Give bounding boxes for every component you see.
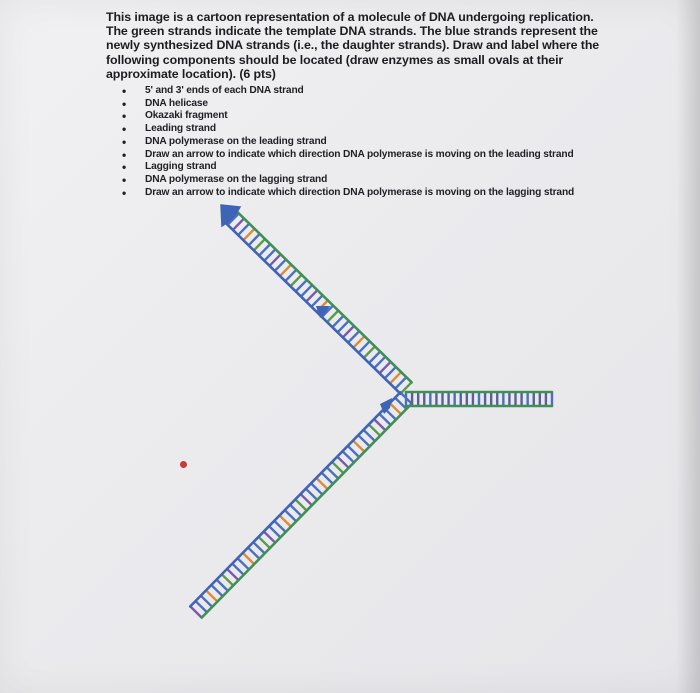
base-pair-rung bbox=[369, 352, 380, 363]
base-pair-rung bbox=[290, 275, 301, 286]
base-pair-rung bbox=[358, 435, 369, 446]
base-pair-rung bbox=[395, 398, 406, 409]
base-pair-rung bbox=[270, 254, 281, 265]
lower-arm-strands bbox=[190, 392, 411, 617]
task-item-lagging-polymerase: • DNA polymerase on the lagging strand bbox=[118, 174, 598, 187]
base-pair-rung bbox=[201, 596, 212, 607]
strand-backbone bbox=[234, 208, 412, 382]
base-pair-rung bbox=[359, 341, 370, 352]
base-pair-rung bbox=[369, 424, 380, 435]
base-pair-rung bbox=[196, 601, 207, 612]
base-pair-rung bbox=[296, 280, 307, 291]
question-prompt: This image is a cartoon representation of a molecule of DNA undergoing replication. The green strands indicate the template DNA strands. The blue strands represent the newly synthesized DNA strands (i.e., the daughter strands). Draw and label where the following components should be located (draw enzymes as small ovals at their approximate location). (6 pts) bbox=[106, 10, 600, 81]
base-pair-rung bbox=[390, 403, 401, 414]
base-pair-rung bbox=[269, 526, 280, 537]
red-marker-dot bbox=[180, 461, 187, 468]
base-pair-rung bbox=[253, 542, 264, 553]
task-item-lagging-arrow: • Draw an arrow to indicate which direction DNA polymerase is moving on the lagging strand bbox=[118, 187, 598, 200]
strand-backbone bbox=[202, 404, 412, 618]
base-pair-rung bbox=[190, 606, 201, 617]
task-item-helicase: • DNA helicase bbox=[118, 98, 598, 111]
strand-backbone bbox=[222, 220, 400, 394]
base-pair-rung bbox=[243, 553, 254, 564]
base-pair-rung bbox=[301, 494, 312, 505]
task-item-okazaki: • Okazaki fragment bbox=[118, 110, 598, 123]
strand-backbone bbox=[190, 392, 400, 606]
task-item-ends: • 5' and 3' ends of each DNA strand bbox=[118, 85, 598, 98]
base-pair-rung bbox=[280, 515, 291, 526]
base-pair-rung bbox=[374, 357, 385, 368]
base-pair-rung bbox=[274, 521, 285, 532]
base-pair-rung bbox=[348, 446, 359, 457]
base-pair-rung bbox=[353, 441, 364, 452]
base-pair-rung bbox=[379, 362, 390, 373]
base-pair-rung bbox=[306, 290, 317, 301]
base-pair-rung bbox=[264, 249, 275, 260]
base-pair-rung bbox=[217, 580, 228, 591]
base-pair-rung bbox=[259, 537, 270, 548]
task-item-leading-arrow: • Draw an arrow to indicate which direction DNA polymerase is moving on the leading strand bbox=[118, 149, 598, 162]
base-pair-rung bbox=[364, 346, 375, 357]
base-pair-rung bbox=[327, 467, 338, 478]
base-pair-rung bbox=[306, 489, 317, 500]
base-pair-rung bbox=[322, 473, 333, 484]
base-pair-rung bbox=[327, 311, 338, 322]
parental-duplex bbox=[406, 392, 552, 406]
base-pair-rung bbox=[285, 270, 296, 281]
base-pair-rung bbox=[238, 558, 249, 569]
base-pair-rung bbox=[348, 331, 359, 342]
base-pair-rung bbox=[222, 574, 233, 585]
base-pair-rung bbox=[364, 430, 375, 441]
base-pair-rung bbox=[280, 265, 291, 276]
upper-arm-strands bbox=[222, 208, 411, 393]
base-pair-rung bbox=[275, 259, 286, 270]
base-pair-rung bbox=[211, 585, 222, 596]
base-pair-rung bbox=[343, 326, 354, 337]
base-pair-rung bbox=[248, 548, 259, 559]
base-pair-rung bbox=[395, 377, 406, 388]
base-pair-rung bbox=[301, 285, 312, 296]
base-pair-rung bbox=[254, 239, 265, 250]
base-pair-rung bbox=[316, 478, 327, 489]
base-pair-rung bbox=[249, 234, 260, 245]
task-item-leading-strand: • Leading strand bbox=[118, 123, 598, 136]
base-pair-rung bbox=[332, 316, 343, 327]
base-pair-rung bbox=[374, 419, 385, 430]
base-pair-rung bbox=[295, 499, 306, 510]
base-pair-rung bbox=[311, 295, 322, 306]
base-pair-rung bbox=[227, 569, 238, 580]
task-item-leading-polymerase: • DNA polymerase on the leading strand bbox=[118, 136, 598, 149]
task-item-lagging-strand: • Lagging strand bbox=[118, 161, 598, 174]
base-pair-rung bbox=[379, 414, 390, 425]
base-pair-rung bbox=[264, 531, 275, 542]
base-pair-rung bbox=[353, 336, 364, 347]
base-pair-rung bbox=[259, 244, 270, 255]
base-pair-rung bbox=[337, 457, 348, 468]
base-pair-rung bbox=[385, 367, 396, 378]
base-pair-rung bbox=[343, 451, 354, 462]
base-pair-rung bbox=[285, 510, 296, 521]
base-pair-rung bbox=[206, 590, 217, 601]
base-pair-rung bbox=[233, 219, 244, 230]
base-pair-rung bbox=[390, 372, 401, 383]
base-pair-rung bbox=[311, 483, 322, 494]
base-pair-rung bbox=[238, 224, 249, 235]
base-pair-rung bbox=[243, 229, 254, 240]
base-pair-rung bbox=[232, 564, 243, 575]
base-pair-rung bbox=[332, 462, 343, 473]
base-pair-rung bbox=[338, 321, 349, 332]
base-pair-rung bbox=[290, 505, 301, 516]
